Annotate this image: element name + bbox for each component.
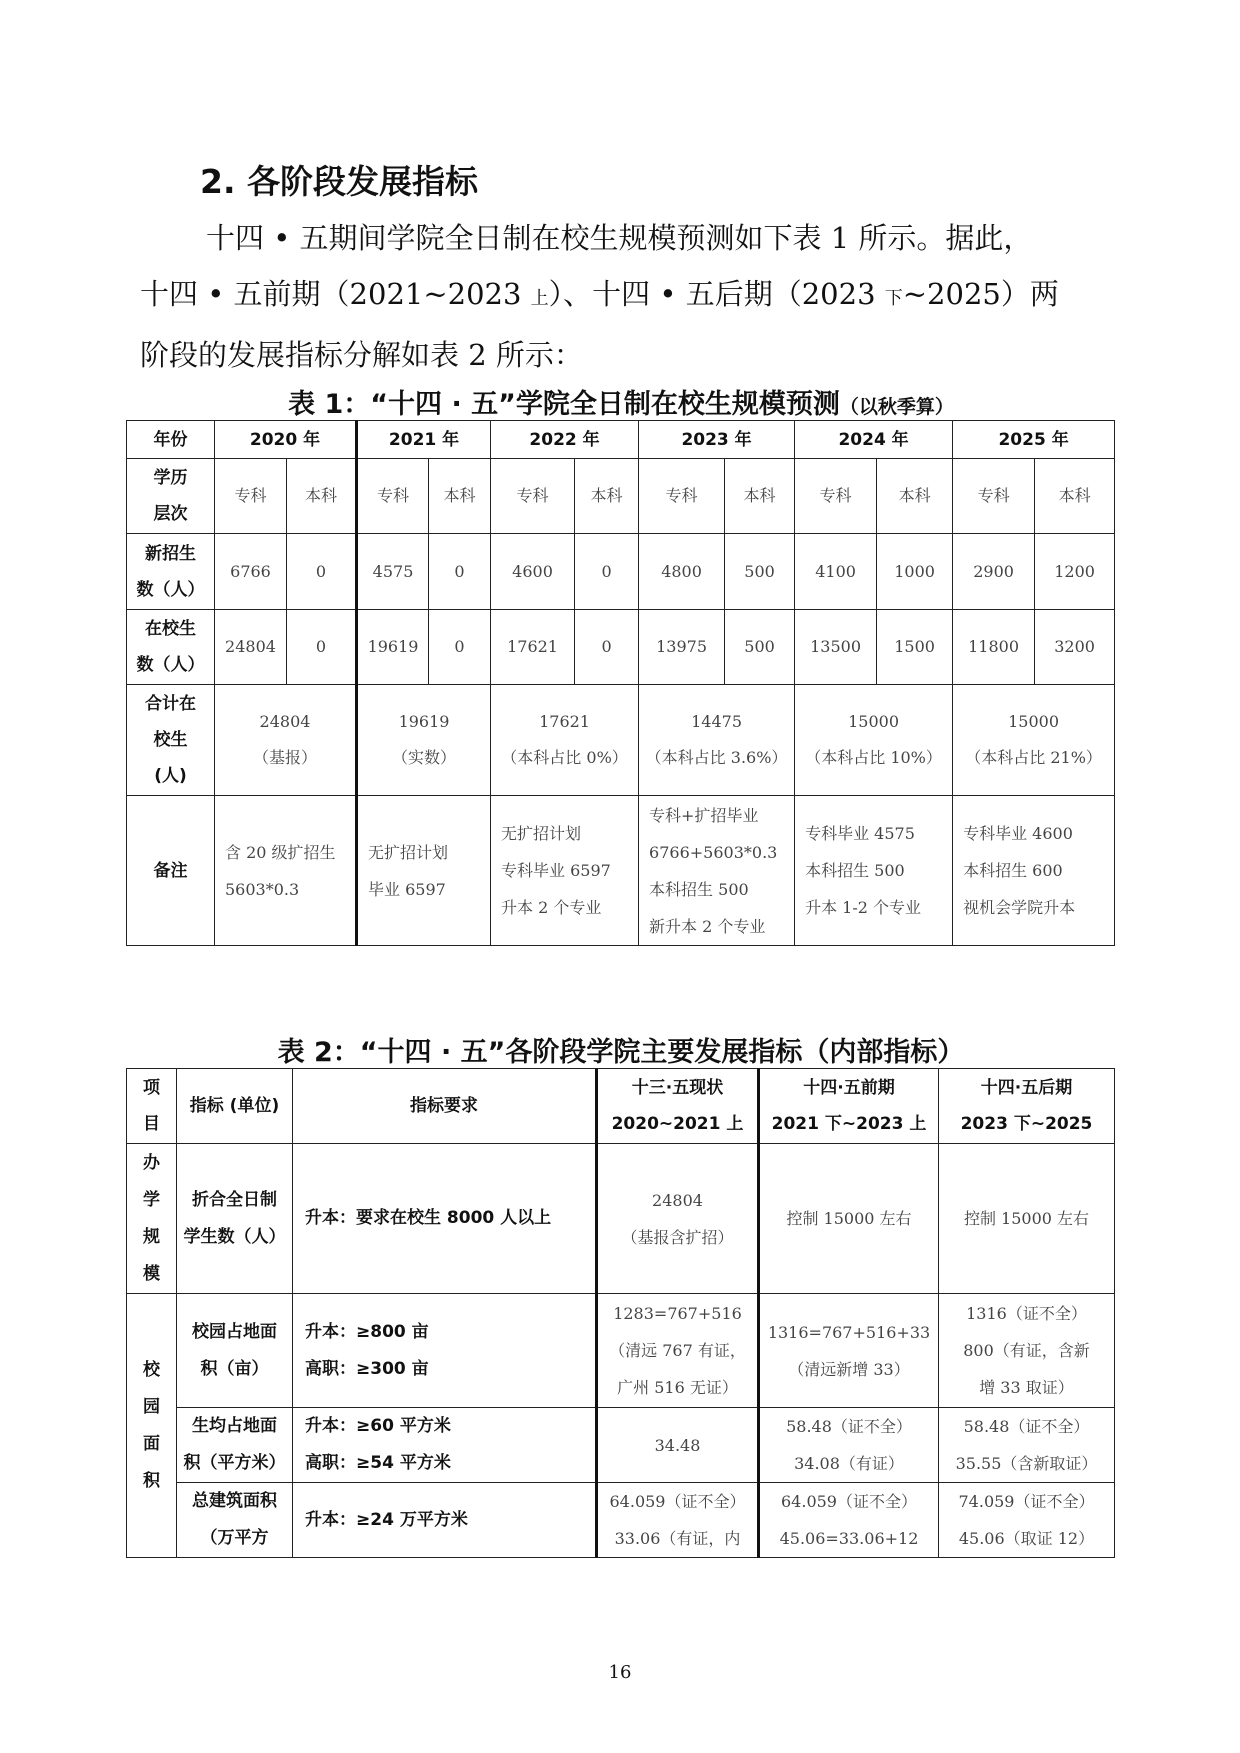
cell-line: 层次 <box>153 504 188 524</box>
indicator-requirement <box>293 1408 597 1483</box>
new-students-value: 4575 <box>357 534 429 610</box>
table2-caption: 表 2：“十四 · 五”各阶段学院主要发展指标（内部指标） <box>277 1037 965 1068</box>
category-cell <box>127 1144 177 1294</box>
total-value <box>215 685 357 796</box>
enrolled-value: 1500 <box>877 610 953 685</box>
cell-line: 15000 <box>1008 712 1060 731</box>
cell-line: （基报） <box>253 748 318 767</box>
cell-line: 2020~2021 上 <box>611 1114 744 1134</box>
cell-line: （清远新增 33） <box>788 1359 910 1379</box>
level-bk: 本科 <box>287 459 357 534</box>
notes-value <box>953 796 1115 946</box>
cell-line: 无扩招计划 <box>368 842 449 862</box>
cell-line: 面 <box>143 1433 160 1454</box>
intro-sub: 下 <box>884 288 903 309</box>
current-header <box>597 1069 759 1144</box>
index-header: 指标 (单位) <box>177 1069 293 1144</box>
intro-line-3: 阶段的发展指标分解如表 2 所示： <box>140 338 583 372</box>
new-students-value: 2900 <box>953 534 1035 610</box>
category-cell <box>127 1294 177 1558</box>
cell-line: 1316（证不全） <box>966 1304 1087 1323</box>
cell-line: 64.059（证不全） <box>609 1492 746 1511</box>
total-row <box>127 685 1115 796</box>
enrolled-value: 24804 <box>215 610 287 685</box>
cell-line: 19619 <box>398 712 450 731</box>
cell-line: 800（有证，含新 <box>963 1341 1090 1360</box>
notes-row <box>127 796 1115 946</box>
cell-line: 14475 <box>691 712 742 731</box>
cell-line: 毕业 6597 <box>368 879 446 899</box>
cell-line: 校生 <box>153 730 188 750</box>
enrolled-value: 0 <box>429 610 491 685</box>
early-value <box>759 1144 939 1294</box>
cell-line: 无扩招计划 <box>501 824 582 843</box>
late-value <box>939 1483 1115 1558</box>
cell-line: 项 <box>143 1078 160 1098</box>
level-zk: 专科 <box>795 459 877 534</box>
cell-line: 增 33 取证） <box>979 1378 1074 1397</box>
level-zk: 专科 <box>215 459 287 534</box>
early-value <box>759 1483 939 1558</box>
development-indicators-table <box>126 1068 1115 1558</box>
cell-line: 34.48 <box>654 1435 701 1455</box>
cell-line: 园 <box>143 1396 160 1417</box>
indicator-name <box>177 1483 293 1558</box>
table1-caption <box>126 382 1116 421</box>
year-header: 年份 <box>127 421 215 459</box>
cell-line: (人) <box>154 766 187 786</box>
level-header <box>127 459 215 534</box>
cell-line: 35.55（含新取证） <box>955 1454 1098 1473</box>
level-zk: 专科 <box>357 459 429 534</box>
cell-line: 58.48（证不全） <box>963 1417 1090 1436</box>
cell-line: （万平方 <box>200 1528 269 1548</box>
current-value <box>597 1483 759 1558</box>
cell-line: 规 <box>143 1226 160 1247</box>
enrolled-value: 13975 <box>639 610 725 685</box>
intro-text: ）、十四 • 五后期（2023 <box>548 277 885 311</box>
cell-line: 含 20 级扩招生 <box>225 842 336 862</box>
cell-line: 33.06（有证，内 <box>614 1529 741 1548</box>
notes-value <box>491 796 639 946</box>
caption-main: 表 1：“十四 · 五”学院全日制在校生规模预测 <box>288 389 840 420</box>
new-students-value: 0 <box>287 534 357 610</box>
level-zk: 专科 <box>639 459 725 534</box>
level-bk: 本科 <box>429 459 491 534</box>
cell-line: （本科占比 10%） <box>805 748 942 767</box>
enrolled-value: 17621 <box>491 610 575 685</box>
notes-value <box>215 796 357 946</box>
enrolled-header <box>127 610 215 685</box>
cell-line: 6766+5603*0.3 <box>649 842 778 862</box>
cell-line: 升本 1-2 个专业 <box>805 898 922 917</box>
year-cell: 2023 年 <box>639 421 795 459</box>
late-value <box>939 1294 1115 1408</box>
year-cell: 2025 年 <box>953 421 1115 459</box>
cell-line: 74.059（证不全） <box>958 1492 1095 1511</box>
cell-line: 本科招生 600 <box>963 861 1063 880</box>
cell-line: 模 <box>143 1263 160 1284</box>
cell-line: 升本 2 个专业 <box>501 898 602 917</box>
cell-line: 58.48（证不全） <box>786 1417 912 1436</box>
year-cell: 2024 年 <box>795 421 953 459</box>
new-students-value: 4800 <box>639 534 725 610</box>
total-value <box>357 685 491 796</box>
new-students-value: 1200 <box>1035 534 1115 610</box>
new-students-value: 4100 <box>795 534 877 610</box>
cell-line: 控制 15000 左右 <box>963 1209 1090 1228</box>
enrolled-value: 3200 <box>1035 610 1115 685</box>
cell-line: 积（平方米） <box>183 1453 286 1473</box>
enrollment-forecast-table <box>126 420 1115 946</box>
current-value <box>597 1294 759 1408</box>
enrolled-value: 11800 <box>953 610 1035 685</box>
cell-line: （清远 767 有证， <box>609 1341 746 1360</box>
enrolled-value: 500 <box>725 610 795 685</box>
cell-line: 学生数（人） <box>183 1226 286 1247</box>
cell-line: 升本：要求在校生 8000 人以上 <box>305 1208 552 1228</box>
enrolled-value: 0 <box>575 610 639 685</box>
cell-line: 数（人） <box>136 579 205 600</box>
cell-line: 专科毕业 4575 <box>805 824 915 843</box>
item-header <box>127 1069 177 1144</box>
cell-line: 2021 下~2023 上 <box>771 1114 927 1134</box>
cell-line: 十四·五后期 <box>980 1078 1073 1098</box>
indicator-name <box>177 1408 293 1483</box>
late-value <box>939 1144 1115 1294</box>
cell-line: 升本：≥800 亩 <box>305 1321 429 1342</box>
total-value <box>953 685 1115 796</box>
cell-line: 34.08（有证） <box>794 1454 904 1473</box>
year-cell: 2022 年 <box>491 421 639 459</box>
indicator-name <box>177 1294 293 1408</box>
caption-note: （以秋季算） <box>839 396 954 418</box>
new-students-value: 1000 <box>877 534 953 610</box>
cell-line: 控制 15000 左右 <box>786 1209 912 1228</box>
intro-paragraph <box>140 210 1100 383</box>
cell-line: 24804 <box>259 712 311 731</box>
cell-line: 1316=767+516+33 <box>767 1322 931 1342</box>
year-cell: 2021 年 <box>357 421 491 459</box>
cell-line: 17621 <box>539 712 590 731</box>
cell-line: 专科+扩招毕业 <box>649 805 759 825</box>
indicator-row <box>127 1144 1115 1294</box>
notes-value <box>639 796 795 946</box>
late-header <box>939 1069 1115 1144</box>
cell-line: 专科毕业 6597 <box>501 861 611 880</box>
cell-line: 学 <box>143 1189 160 1210</box>
enrolled-value: 13500 <box>795 610 877 685</box>
new-students-value: 0 <box>575 534 639 610</box>
level-bk: 本科 <box>575 459 639 534</box>
cell-line: 积 <box>143 1470 160 1491</box>
late-value <box>939 1408 1115 1483</box>
cell-line: 校 <box>143 1359 160 1380</box>
cell-line: 新招生 <box>145 543 196 564</box>
early-value <box>759 1408 939 1483</box>
year-cell: 2020 年 <box>215 421 357 459</box>
cell-line: 广州 516 无证） <box>617 1378 738 1397</box>
cell-line: 十四·五前期 <box>803 1078 895 1098</box>
cell-line: （实数） <box>392 748 457 767</box>
indicator-row <box>127 1294 1115 1408</box>
new-students-value: 500 <box>725 534 795 610</box>
cell-line: 64.059（证不全） <box>781 1492 917 1511</box>
cell-line: 折合全日制 <box>192 1189 277 1210</box>
indicator-requirement <box>293 1483 597 1558</box>
total-header <box>127 685 215 796</box>
cell-line: 积（亩） <box>200 1358 269 1379</box>
cell-line: 15000 <box>848 712 900 731</box>
cell-line: 学历 <box>153 468 188 488</box>
cell-line: 总建筑面积 <box>192 1491 277 1511</box>
new-students-header <box>127 534 215 610</box>
cell-line: 45.06（取证 12） <box>958 1529 1095 1548</box>
total-value <box>491 685 639 796</box>
new-students-row <box>127 534 1115 610</box>
cell-line: （基报含扩招） <box>621 1227 734 1247</box>
cell-line: 数（人） <box>136 655 205 675</box>
cell-line: 在校生 <box>145 619 196 639</box>
current-value <box>597 1408 759 1483</box>
level-zk: 专科 <box>491 459 575 534</box>
new-students-value: 6766 <box>215 534 287 610</box>
cell-line: 目 <box>143 1114 160 1134</box>
cell-line: 校园占地面 <box>192 1321 277 1342</box>
notes-value <box>795 796 953 946</box>
cell-line: 专科毕业 4600 <box>963 824 1073 843</box>
indicator-row <box>127 1483 1115 1558</box>
indicator-requirement <box>293 1144 597 1294</box>
indicator-name <box>177 1144 293 1294</box>
intro-line-1: 十四 • 五期间学院全日制在校生规模预测如下表 1 所示。据此， <box>206 221 1033 255</box>
page-number: 16 <box>608 1662 632 1683</box>
cell-line: 办 <box>143 1152 160 1173</box>
cell-line: 5603*0.3 <box>225 879 300 899</box>
intro-text: ~2025）两 <box>902 277 1059 311</box>
intro-text: 十四 • 五前期（2021~2023 <box>140 277 531 311</box>
notes-value <box>357 796 491 946</box>
cell-line: （本科占比 0%） <box>501 748 628 767</box>
level-bk: 本科 <box>725 459 795 534</box>
cell-line: 本科招生 500 <box>805 861 905 880</box>
enrolled-row <box>127 610 1115 685</box>
enrolled-value: 0 <box>287 610 357 685</box>
section-heading: 2. 各阶段发展指标 <box>200 162 478 201</box>
header-row <box>127 1069 1115 1144</box>
cell-line: 升本：≥24 万平方米 <box>305 1509 468 1530</box>
current-value <box>597 1144 759 1294</box>
cell-line: 十三·五现状 <box>631 1078 724 1098</box>
early-header <box>759 1069 939 1144</box>
cell-line: （本科占比 21%） <box>965 748 1102 767</box>
total-value <box>795 685 953 796</box>
indicator-requirement <box>293 1294 597 1408</box>
notes-header: 备注 <box>127 796 215 946</box>
cell-line: 24804 <box>652 1190 703 1210</box>
cell-line: 视机会学院升本 <box>963 898 1076 917</box>
cell-line: 合计在 <box>145 694 196 714</box>
total-value <box>639 685 795 796</box>
cell-line: 45.06=33.06+12 <box>779 1529 919 1548</box>
cell-line: 生均占地面 <box>192 1416 277 1436</box>
level-row <box>127 459 1115 534</box>
cell-line: 1283=767+516 <box>613 1304 742 1323</box>
cell-line: （本科占比 3.6%） <box>645 748 788 767</box>
year-row <box>127 421 1115 459</box>
intro-sub: 上 <box>530 288 549 309</box>
cell-line: 2023 下~2025 <box>960 1114 1093 1134</box>
cell-line: 升本：≥60 平方米 <box>305 1416 451 1436</box>
enrolled-value: 19619 <box>357 610 429 685</box>
cell-line: 高职：≥54 平方米 <box>305 1453 451 1473</box>
early-value <box>759 1294 939 1408</box>
requirement-header: 指标要求 <box>293 1069 597 1144</box>
cell-line: 高职：≥300 亩 <box>305 1358 429 1379</box>
new-students-value: 4600 <box>491 534 575 610</box>
cell-line: 本科招生 500 <box>649 879 749 899</box>
intro-line-2 <box>140 266 1100 327</box>
indicator-row <box>127 1408 1115 1483</box>
level-bk: 本科 <box>1035 459 1115 534</box>
new-students-value: 0 <box>429 534 491 610</box>
level-zk: 专科 <box>953 459 1035 534</box>
cell-line: 新升本 2 个专业 <box>649 916 766 936</box>
level-bk: 本科 <box>877 459 953 534</box>
